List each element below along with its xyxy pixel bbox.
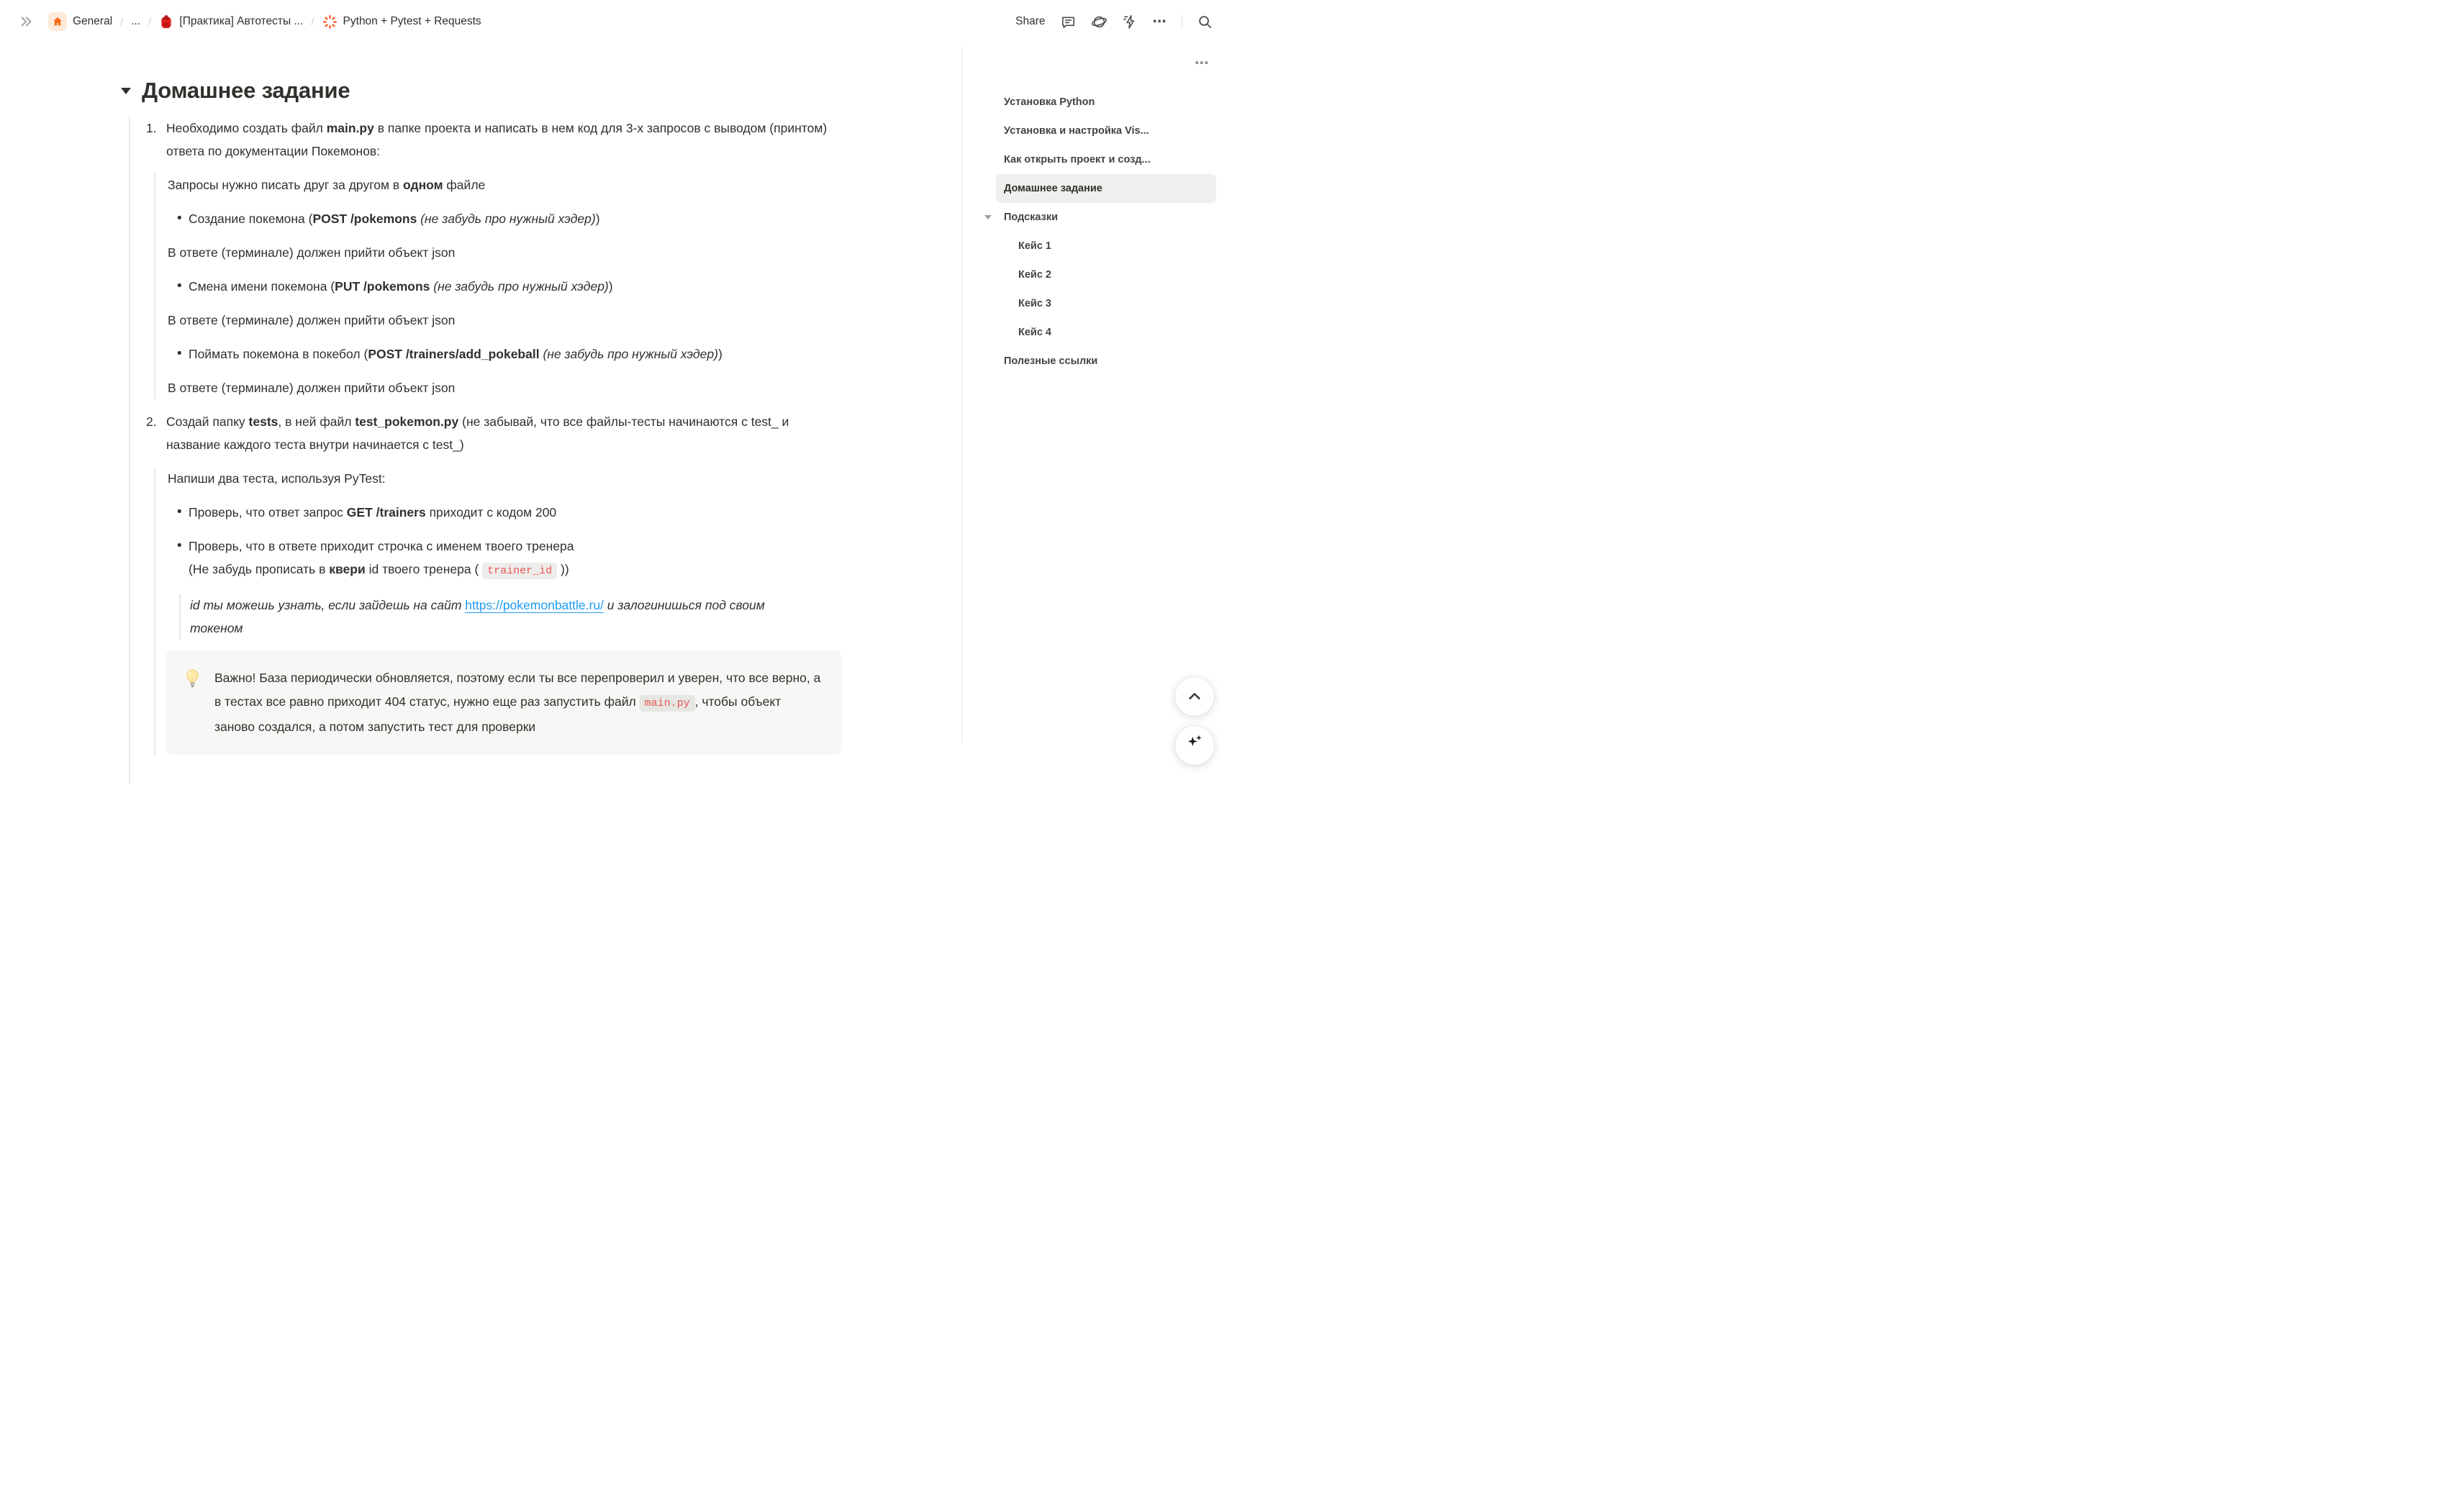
globe-orbit-icon <box>1091 14 1108 30</box>
home-icon <box>48 12 67 31</box>
bulleted-list-item[interactable] <box>177 275 961 298</box>
toc-item-poleznye-ssylki[interactable] <box>962 347 1232 376</box>
paragraph[interactable]: В ответе (терминале) должен прийти объект json <box>168 245 456 260</box>
spinner-icon <box>322 14 338 30</box>
toc-more-button[interactable]: ⋯ <box>1195 55 1210 71</box>
sparkles-icon <box>1185 733 1204 752</box>
chevron-up-icon <box>1187 689 1202 704</box>
bulleted-list-item[interactable] <box>177 342 961 366</box>
toc-item-keis-1[interactable] <box>962 232 1232 260</box>
bullet-dot: • <box>177 346 182 361</box>
breadcrumb-item-praktika[interactable] <box>159 14 303 30</box>
breadcrumb <box>19 12 481 31</box>
breadcrumb-separator: / <box>148 15 152 28</box>
search-button[interactable] <box>1197 14 1213 30</box>
toc-toggle-icon[interactable] <box>984 215 992 219</box>
toc-item-keis-3[interactable] <box>962 289 1232 318</box>
breadcrumb-separator: / <box>120 15 124 28</box>
comment-icon <box>1060 14 1077 30</box>
breadcrumb-item-ellipsis[interactable] <box>131 15 140 28</box>
toc-item-label: Установка и настройка Vis... <box>1004 125 1149 137</box>
lightbulb-icon <box>183 666 202 739</box>
breadcrumb-item-page[interactable] <box>322 14 481 30</box>
comments-button[interactable] <box>1060 14 1077 30</box>
list-item-text: Создай папку tests, в ней файл test_pokemon.py (не забывай, что все файлы-тесты начинаются с test_ и название каждого теста внутри начинается с test_) <box>166 414 789 452</box>
topbar-actions <box>1015 14 1213 30</box>
callout-block[interactable] <box>166 650 842 755</box>
bullet-text: Проверь, что ответ запрос GET /trainers приходит с кодом 200 <box>189 505 557 520</box>
item-1-children <box>154 173 961 399</box>
breadcrumb-label: General <box>73 15 113 27</box>
automations-button[interactable] <box>1122 14 1138 30</box>
open-sidebar-button[interactable] <box>19 14 35 30</box>
list-number: 1. <box>146 121 157 135</box>
toc-item-kak-otkryt[interactable] <box>962 145 1232 174</box>
breadcrumb-label: Python + Pytest + Requests <box>343 15 481 27</box>
toggle-open-icon[interactable] <box>121 88 131 94</box>
toc-item-label: Кейс 4 <box>1018 327 1051 338</box>
toc-item-keis-2[interactable] <box>962 260 1232 289</box>
bullet-text: Проверь, что в ответе приходит строчка с именем твоего тренера (Не забудь прописать в квери id твоего тренера ( trainer_id )) <box>189 535 574 583</box>
bullet-text: Создание покемона (POST /pokemons (не забудь про нужный хэдер)) <box>189 212 600 226</box>
breadcrumb-item-general[interactable] <box>48 12 112 31</box>
share-button[interactable]: Share <box>1015 15 1046 27</box>
bullet-dot: • <box>177 538 182 553</box>
lightning-icon <box>1122 14 1138 30</box>
paragraph[interactable]: Запросы нужно писать друг за другом в одном файле <box>168 178 486 192</box>
publish-button[interactable] <box>1091 14 1108 30</box>
list-number: 2. <box>146 414 157 429</box>
breadcrumb-label: [Практика] Автотесты ... <box>179 15 304 27</box>
bullet-dot: • <box>177 211 182 226</box>
toc-item-ustanovka-vis[interactable] <box>962 117 1232 145</box>
bullet-text: Смена имени покемона (PUT /pokemons (не забудь про нужный хэдер)) <box>189 279 613 294</box>
page-title: Домашнее задание <box>142 78 350 103</box>
toggle-heading-row <box>121 78 961 104</box>
paragraph[interactable]: В ответе (терминале) должен прийти объект json <box>168 381 456 395</box>
toggle-heading-children <box>129 117 961 784</box>
scroll-to-top-button[interactable] <box>1175 677 1214 716</box>
bulleted-list-item[interactable] <box>177 207 961 230</box>
numbered-list-item-1[interactable] <box>146 117 961 163</box>
numbered-list-item-2[interactable] <box>146 410 961 456</box>
paragraph[interactable]: В ответе (терминале) должен прийти объект json <box>168 313 456 327</box>
callout-text: Важно! База периодически обновляется, поэтому если ты все перепроверил и уверен, что все верно, а в тестах все равно приходит 404 статус, нужно еще раз запустить файл main.py , чтобы объект заново создался, а потом запустить тест для проверки <box>214 671 821 734</box>
toc-item-domashnee-zadanie[interactable] <box>996 174 1216 203</box>
item-2-children <box>154 467 961 755</box>
toc-list <box>962 88 1232 376</box>
more-options-button[interactable]: ⋯ <box>1152 14 1167 30</box>
bullet-text: Поймать покемона в покебол (POST /trainers/add_pokeball (не забудь про нужный хэдер)) <box>189 347 723 361</box>
toc-item-label: Полезные ссылки <box>1004 355 1098 367</box>
double-chevron-right-icon <box>19 14 35 30</box>
toc-item-label: Установка Python <box>1004 96 1095 108</box>
ai-assistant-button[interactable] <box>1175 726 1214 765</box>
bulleted-list-item[interactable] <box>177 535 961 583</box>
bulleted-list-item[interactable] <box>177 501 961 524</box>
toc-item-label: Кейс 2 <box>1018 269 1051 281</box>
toc-item-label: Кейс 1 <box>1018 240 1051 252</box>
quote-block[interactable]: id ты можешь узнать, если зайдешь на сайт https://pokemonbattle.ru/ и залогинишься под своим токеном <box>179 594 809 640</box>
toc-item-ustanovka-python[interactable] <box>962 88 1232 117</box>
backpack-icon <box>159 14 173 30</box>
search-icon <box>1197 14 1213 30</box>
bullet-dot: • <box>177 278 182 294</box>
page-content <box>0 43 961 784</box>
list-item-text: Необходимо создать файл main.py в папке проекта и написать в нем код для 3-х запросов с выводом (принтом) ответа по документации Покемонов: <box>166 121 828 158</box>
paragraph[interactable]: Напиши два теста, используя PyTest: <box>168 471 386 486</box>
breadcrumb-separator: / <box>311 15 314 28</box>
toc-item-label: Как открыть проект и созд... <box>1004 154 1151 165</box>
top-bar <box>0 0 1232 43</box>
toc-item-podskazki[interactable] <box>962 203 1232 232</box>
breadcrumb-label: ... <box>131 15 141 27</box>
table-of-contents-panel <box>961 47 1232 744</box>
toc-item-label: Кейс 3 <box>1018 298 1051 309</box>
toc-item-label: Подсказки <box>1004 212 1059 223</box>
toc-item-keis-4[interactable] <box>962 318 1232 347</box>
toc-item-label: Домашнее задание <box>1004 183 1102 194</box>
bullet-dot: • <box>177 504 182 520</box>
